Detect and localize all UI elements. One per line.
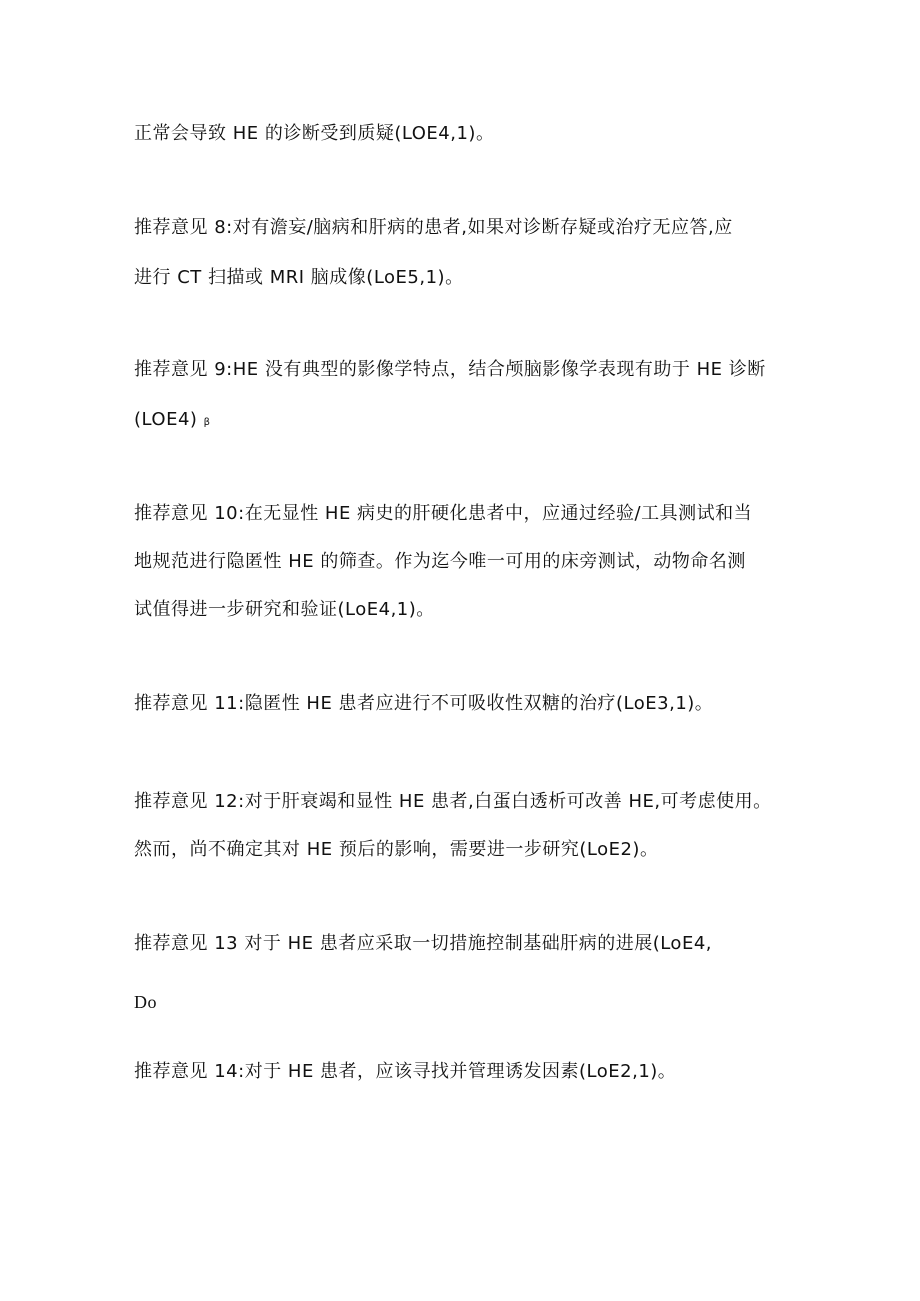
recommendation-10-line-1: 推荐意见 10:在无显性 HE 病史的肝硬化患者中，应通过经验/工具测试和当 (134, 503, 753, 524)
beta-mark: β (203, 417, 211, 428)
recommendation-8-line-1: 推荐意见 8:对有澹妄/脑病和肝病的患者,如果对诊断存疑或治疗无应答,应 (134, 217, 733, 238)
recommendation-10-line-2: 地规范进行隐匿性 HE 的筛查。作为迄今唯一可用的床旁测试，动物命名测 (134, 551, 746, 572)
loe-label: (LOE4) (134, 409, 198, 430)
text-line: 正常会导致 HE 的诊断受到质疑(LOE4,1)。 (134, 123, 495, 144)
recommendation-14-line-1: 推荐意见 14:对于 HE 患者，应该寻找并管理诱发因素(LoE2,1)。 (134, 1061, 677, 1082)
recommendation-11-line-1: 推荐意见 11:隐匿性 HE 患者应进行不可吸收性双糖的治疗(LoE3,1)。 (134, 693, 714, 714)
recommendation-9-line-1: 推荐意见 9:HE 没有典型的影像学特点，结合颅脑影像学表现有助于 HE 诊断 (134, 359, 766, 380)
recommendation-12-line-1: 推荐意见 12:对于肝衰竭和显性 HE 患者,白蛋白透析可改善 HE,可考虑使用。 (134, 791, 772, 812)
recommendation-13-line-1: 推荐意见 13 对于 HE 患者应采取一切措施控制基础肝病的进展(LoE4, (134, 933, 712, 954)
recommendation-10-line-3: 试值得进一步研究和验证(LoE4,1)。 (134, 599, 435, 620)
recommendation-8-line-2: 进行 CT 扫描或 MRI 脑成像(LoE5,1)。 (134, 267, 464, 288)
recommendation-13-line-2: Do (134, 992, 157, 1012)
recommendation-12-line-2: 然而，尚不确定其对 HE 预后的影响，需要进一步研究(LoE2)。 (134, 839, 659, 860)
recommendation-9-line-2 (134, 408, 211, 435)
